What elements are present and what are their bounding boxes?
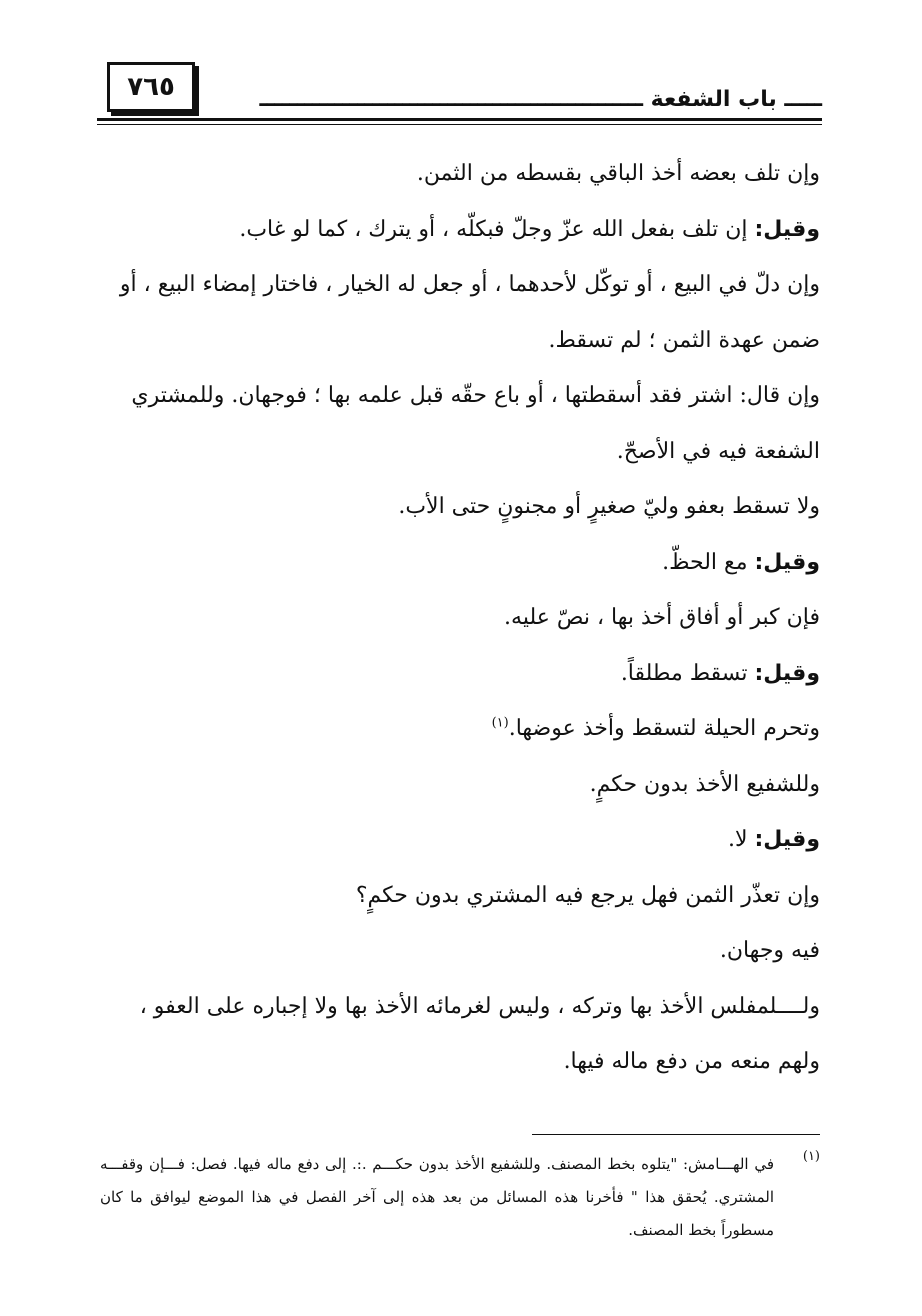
footnote	[100, 1148, 820, 1247]
paragraph	[100, 701, 820, 757]
paragraph: وإن تعذّر الثمن فهل يرجع فيه المشتري بدون حكمٍ؟	[355, 882, 820, 908]
keyword-qila: وقيل:	[754, 549, 820, 575]
paragraph: ولــــلمفلس الأخذ بها وتركه ، وليس لغرمائه الأخذ بها ولا إجباره على العفو ، ولهم منعه من دفع ماله فيها.	[139, 993, 820, 1074]
paragraph	[100, 535, 820, 591]
keyword-qila: وقيل:	[754, 660, 820, 686]
main-text	[100, 146, 820, 1090]
paragraph-text: إن تلف بفعل الله عزّ وجلّ فبكلّه ، أو يترك ، كما لو غاب.	[239, 216, 755, 242]
paragraph	[100, 202, 820, 258]
keyword-qila: وقيل:	[754, 216, 820, 242]
chapter-title: ـــــ باب الشفعة ـــــــــــــــــــــــــــــــــــــــــــــــــــ	[259, 87, 822, 112]
paragraph: وإن تلف بعضه أخذ الباقي بقسطه من الثمن.	[416, 161, 820, 186]
paragraph-text: تسقط مطلقاً.	[620, 660, 755, 686]
paragraph: وإن دلّ في البيع ، أو توكّل لأحدهما ، أو جعل له الخيار ، فاختار إمضاء البيع ، أو ضمن عهدة الثمن ؛ لم تسقط.	[119, 272, 820, 353]
footnote-number: (١)	[802, 1149, 820, 1164]
footnote-text: في الهـــامش: "يتلوه بخط المصنف. وللشفيع الأخذ بدون حكـــم .:. إلى دفع ماله فيها. فصل: فـــإن وقفـــه المشتري. يُحقق هذا " فأخرنا هذه المسائل من بعد هذه إلى آخر الفصل في هذا الموضع ليوافق ما كان مسطوراً بخط المصنف.	[100, 1155, 774, 1239]
paragraph-text: مع الحظّ.	[662, 549, 755, 575]
paragraph: فيه وجهان.	[719, 938, 820, 963]
footnote-separator	[532, 1134, 820, 1135]
keyword-qila: وقيل:	[754, 827, 820, 852]
paragraph	[100, 812, 820, 868]
header-rule-thick	[97, 118, 822, 121]
paragraph: وإن قال: اشتر فقد أسقطتها ، أو باع حقّه قبل علمه بها ؛ فوجهان. وللمشتري الشفعة فيه في الأصحّ.	[131, 383, 820, 464]
footnote-reference[interactable]: (١)	[491, 715, 509, 731]
paragraph	[100, 646, 820, 702]
paragraph-text: لا.	[727, 827, 755, 852]
footnotes	[100, 1148, 820, 1247]
paragraph: وللشفيع الأخذ بدون حكمٍ.	[589, 771, 820, 797]
paragraph: فإن كبر أو أفاق أخذ بها ، نصّ عليه.	[504, 605, 820, 630]
page-number: ٧٦٥	[107, 62, 195, 112]
paragraph: ولا تسقط بعفو وليّ صغيرٍ أو مجنونٍ حتى الأب.	[398, 494, 820, 519]
paragraph-text: وتحرم الحيلة لتسقط وأخذ عوضها.	[508, 716, 820, 741]
header-rule-thin	[97, 124, 822, 125]
